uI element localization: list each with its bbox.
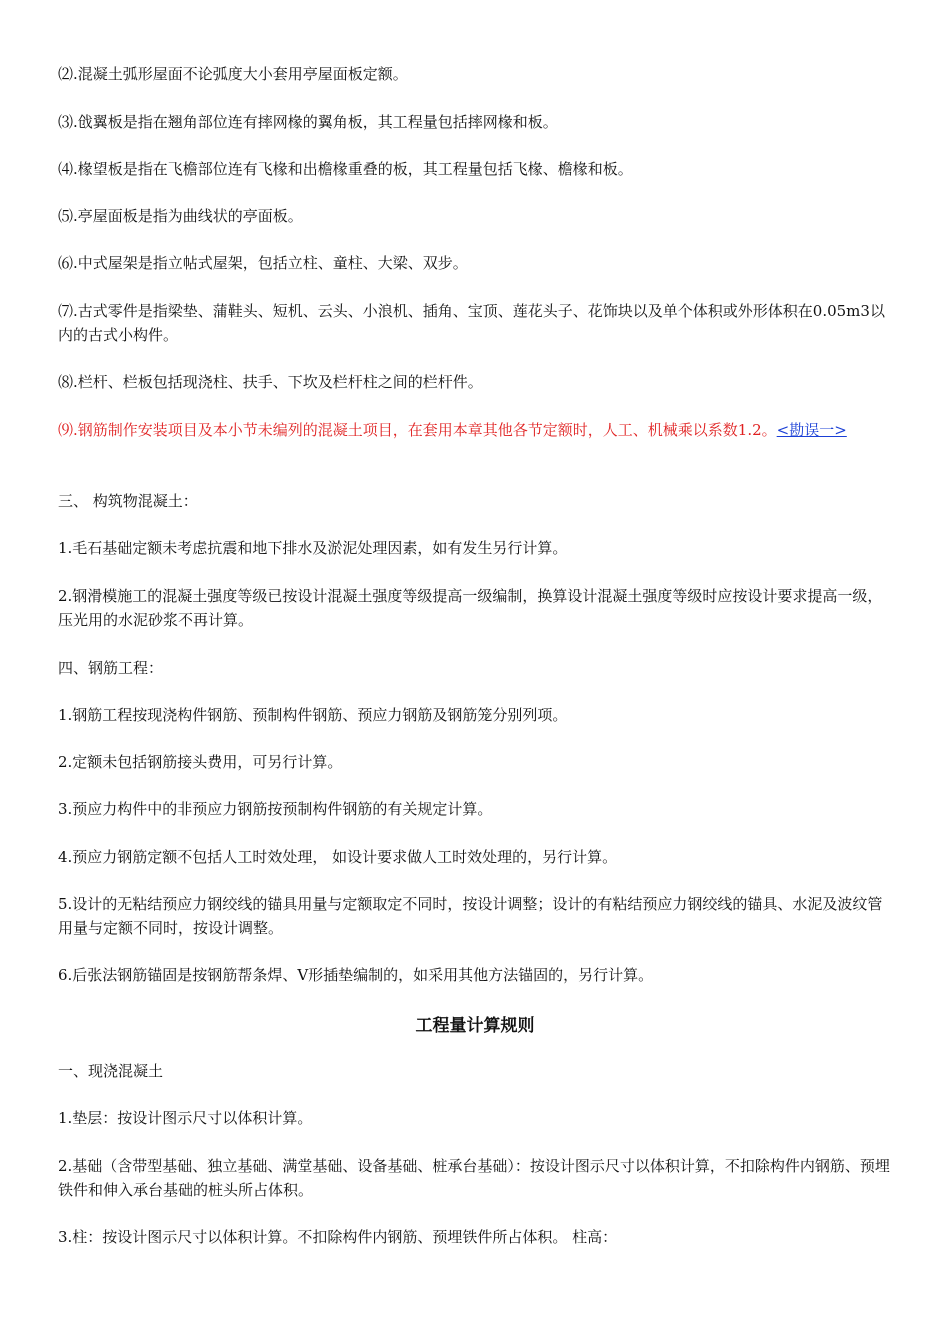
errata-link[interactable]: <勘误一>	[776, 421, 847, 439]
section-3-heading: 三、 构筑物混凝土：	[58, 492, 198, 510]
section-4-item-3: 3.预应力构件中的非预应力钢筋按预制构件钢筋的有关规定计算。	[58, 800, 493, 818]
section-4-item-5: 5.设计的无粘结预应力钢绞线的锚具用量与定额取定不同时，按设计调整；设计的有粘结预应力钢绞线的锚具、水泥及波纹管用量与定额不同时，按设计调整。	[58, 895, 883, 937]
section-4-heading: 四、钢筋工程：	[58, 659, 164, 677]
paragraph-item-2: ⑵.混凝土弧形屋面不论弧度大小套用亭屋面板定额。	[58, 65, 408, 83]
rules-title: 工程量计算规则	[415, 1016, 535, 1036]
rules-item-2: 2.基础（含带型基础、独立基础、满堂基础、设备基础、桩承台基础）：按设计图示尺寸以体积计算，不扣除构件内钢筋、预埋铁件和伸入承台基础的桩头所占体积。	[58, 1157, 890, 1199]
rules-heading: 一、现浇混凝土	[58, 1062, 164, 1080]
section-3-item-2: 2.钢滑模施工的混凝土强度等级已按设计混凝土强度等级提高一级编制，换算设计混凝土强度等级时应按设计要求提高一级，压光用的水泥砂浆不再计算。	[58, 587, 883, 629]
rules-item-1: 1.垫层：按设计图示尺寸以体积计算。	[58, 1109, 313, 1127]
item-9-prefix: ⑼.	[58, 421, 78, 439]
paragraph-item-8: ⑻.栏杆、栏板包括现浇柱、扶手、下坎及栏杆柱之间的栏杆件。	[58, 373, 483, 391]
paragraph-item-5: ⑸.亭屋面板是指为曲线状的亭面板。	[58, 207, 303, 225]
paragraph-item-3: ⑶.戗翼板是指在翘角部位连有摔网椽的翼角板，其工程量包括摔网椽和板。	[58, 113, 558, 131]
section-4-item-2: 2.定额未包括钢筋接头费用，可另行计算。	[58, 753, 343, 771]
paragraph-item-9	[58, 418, 896, 442]
paragraph-item-4: ⑷.椽望板是指在飞檐部位连有飞椽和出檐椽重叠的板，其工程量包括飞椽、檐椽和板。	[58, 160, 633, 178]
section-4-item-4: 4.预应力钢筋定额不包括人工时效处理， 如设计要求做人工时效处理的，另行计算。	[58, 848, 618, 866]
section-3-item-1: 1.毛石基础定额未考虑抗震和地下排水及淤泥处理因素，如有发生另行计算。	[58, 539, 568, 557]
paragraph-item-6: ⑹.中式屋架是指立帖式屋架，包括立柱、童柱、大梁、双步。	[58, 254, 468, 272]
rules-item-3: 3.柱：按设计图示尺寸以体积计算。不扣除构件内钢筋、预埋铁件所占体积。 柱高：	[58, 1228, 618, 1246]
section-4-item-1: 1.钢筋工程按现浇构件钢筋、预制构件钢筋、预应力钢筋及钢筋笼分别列项。	[58, 706, 568, 724]
section-4-item-6: 6.后张法钢筋锚固是按钢筋帮条焊、V形插垫编制的，如采用其他方法锚固的，另行计算。	[58, 966, 654, 984]
item-9-red-text: 钢筋制作安装项目及本小节未编列的混凝土项目，在套用本章其他各节定额时，人工、机械乘以系数1.2。	[77, 421, 777, 439]
paragraph-item-7: ⑺.古式零件是指梁垫、蒲鞋头、短机、云头、小浪机、插角、宝顶、莲花头子、花饰块以及单个体积或外形体积在0.05m3以内的古式小构件。	[58, 302, 885, 344]
